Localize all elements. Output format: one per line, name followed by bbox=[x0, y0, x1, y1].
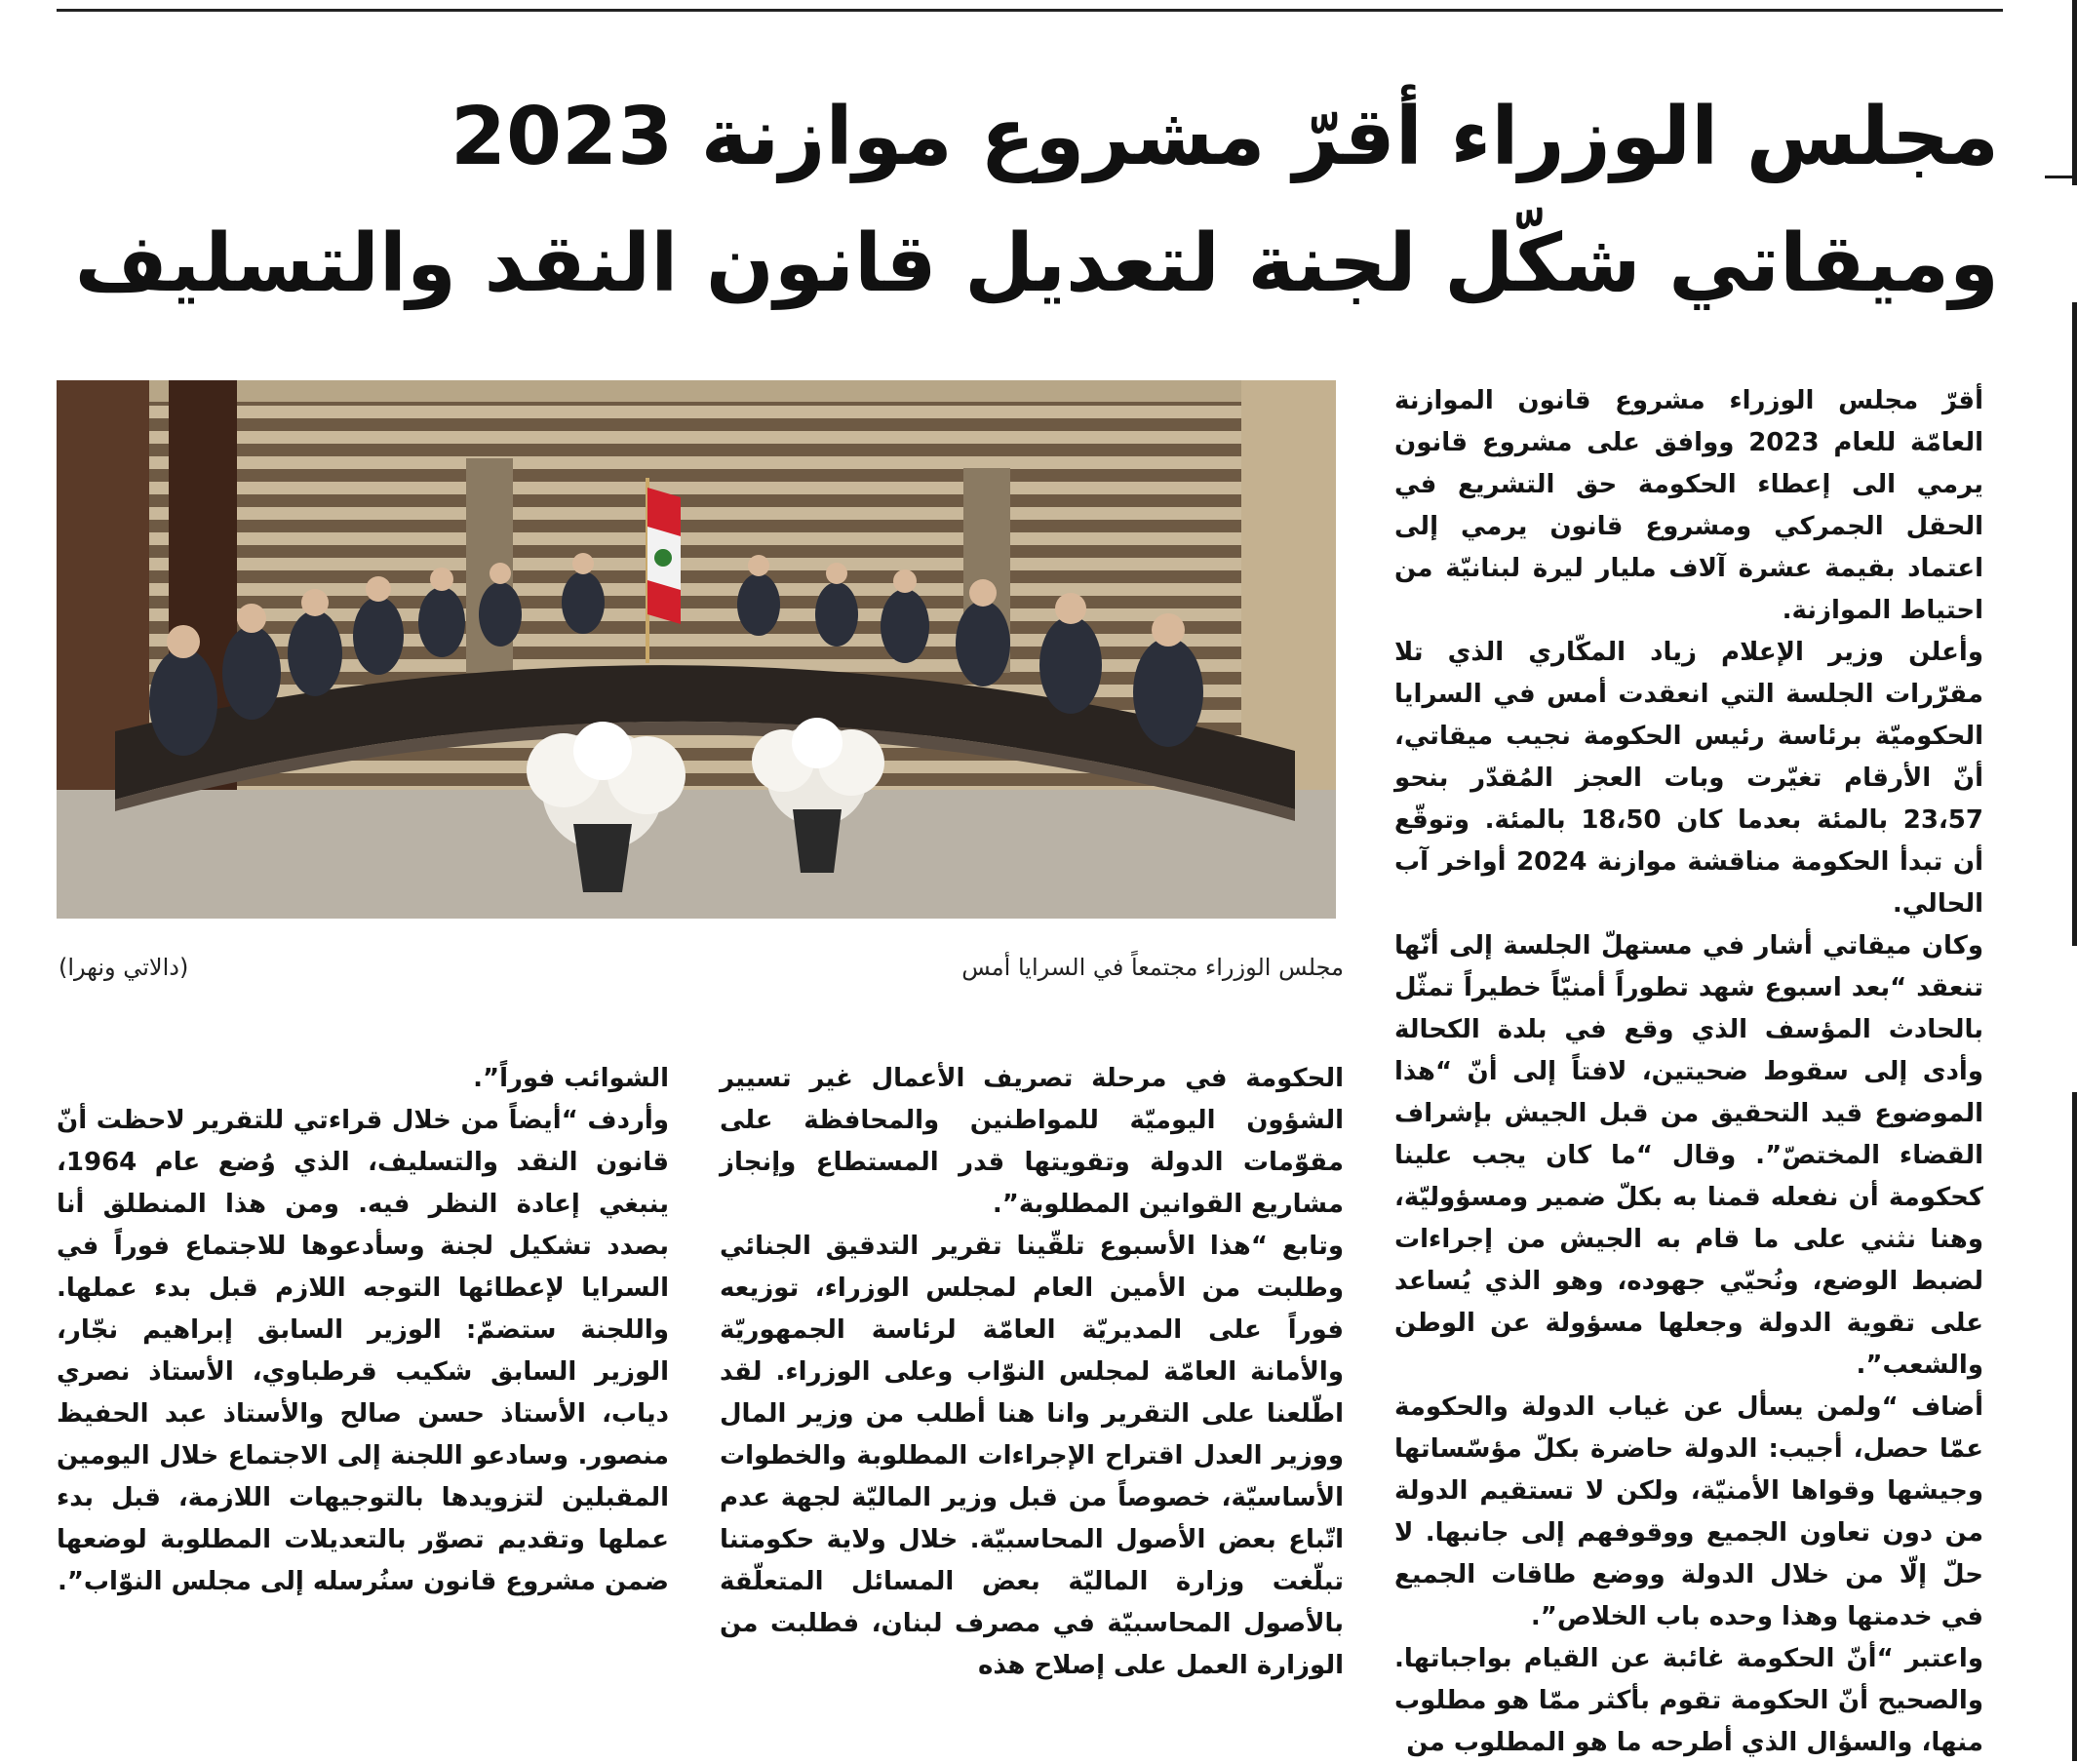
paragraph: أضاف “ولمن يسأل عن غياب الدولة والحكومة عمّا حصل، أجيب: الدولة حاضرة بكلّ مؤسّساتها وجيشها وقواها الأمنيّة، ولكن لا تستقيم الدولة من دون تعاون الجميع ووقوفهم إلى جانبها. لا حلّ إلّا من خلال الدولة ووضع طاقات الجميع في خدمتها وهذا وحده باب الخلاص”. bbox=[1394, 1392, 1983, 1631]
article-column-3 bbox=[57, 1058, 669, 1741]
article-column-1 bbox=[1394, 380, 1983, 1757]
article-column-2 bbox=[720, 1058, 1344, 1741]
paragraph: الشوائب فوراً”. bbox=[473, 1064, 669, 1093]
paragraph: وتابع “هذا الأسبوع تلقّينا تقرير التدقيق الجنائي وطلبت من الأمين العام لمجلس الوزراء، توزيعه فوراً على المديريّة العامّة لرئاسة الجمهوريّة والأمانة العامّة لمجلس النوّاب وعلى الوزراء. لقد اطّلعنا على التقرير وانا هنا أطلب من وزير المال ووزير العدل اقتراح الإجراءات المطلوبة والخطوات الأساسيّة، خصوصاً من قبل وزير الماليّة لجهة عدم اتّباع بعض الأصول المحاسبيّة. خلال ولاية حكومتنا تبلّغت وزارة الماليّة بعض المسائل المتعلّقة بالأصول المحاسبيّة في مصرف لبنان، فطلبت من الوزارة العمل على إصلاح هذه bbox=[720, 1232, 1344, 1680]
photo-credit: (دالاتي ونهرا) bbox=[59, 954, 189, 981]
paragraph: الحكومة في مرحلة تصريف الأعمال غير تسيير الشؤون اليوميّة للمواطنين والمحافظة على مقوّمات الدولة وتقويتها قدر المستطاع وإنجاز مشاريع القوانين المطلوبة”. bbox=[720, 1064, 1344, 1219]
top-rule bbox=[57, 9, 2003, 12]
photo-caption: مجلس الوزراء مجتمعاً في السرايا أمس bbox=[961, 954, 1344, 981]
paragraph: وأردف “أيضاً من خلال قراءتي للتقرير لاحظت أنّ قانون النقد والتسليف، الذي وُضع عام 1964، ينبغي إعادة النظر فيه. ومن هذا المنطلق أنا بصدد تشكيل لجنة وسأدعوها للاجتماع فوراً في السرايا لإعطائها التوجه اللازم قبل بدء عملها. واللجنة ستضمّ: الوزير السابق إبراهيم نجّار، الوزير السابق شكيب قرطباوي، الأستاذ نصري دياب، الأستاذ حسن صالح والأستاذ عبد الحفيظ منصور. وسادعو اللجنة إلى الاجتماع خلال اليومين المقبلين لتزويدها بالتوجيهات اللازمة، قبل بدء عملها وتقديم تصوّر بالتعديلات المطلوبة لوضعها ضمن مشروع قانون سنُرسله إلى مجلس النوّاب”. bbox=[57, 1106, 669, 1596]
page-edge-bar bbox=[2072, 0, 2077, 185]
paragraph: وكان ميقاتي أشار في مستهلّ الجلسة إلى أنّها تنعقد “بعد اسبوع شهد تطوراً أمنيّاً خطيراً تمثّل بالحادث المؤسف الذي وقع في بلدة الكحالة وأدى إلى سقوط ضحيتين، لافتاً إلى أنّ “هذا الموضوع قيد التحقيق من قبل الجيش بإشراف القضاء المختصّ”. وقال “ما كان يجب علينا كحكومة أن نفعله قمنا به بكلّ ضمير ومسؤوليّة، وهنا نثني على ما قام به الجيش من إجراءات لضبط الوضع، ونُحيّي جهوده، وهو الذي يُساعد على تقوية الدولة وجعلها مسؤولة عن الوطن والشعب”. bbox=[1394, 931, 1983, 1380]
headline-line-2: وميقاتي شكّل لجنة لتعديل قانون النقد والتسليف bbox=[74, 217, 1999, 310]
cabinet-meeting-photo bbox=[57, 380, 1336, 919]
paragraph: واعتبر “أنّ الحكومة غائبة عن القيام بواجباتها. والصحيح أنّ الحكومة تقوم بأكثر ممّا هو مطلوب منها، والسؤال الذي أطرحه ما هو المطلوب من bbox=[1394, 1644, 1983, 1757]
paragraph: وأعلن وزير الإعلام زياد المكّاري الذي تلا مقرّرات الجلسة التي انعقدت أمس في السرايا الحكوميّة برئاسة رئيس الحكومة نجيب ميقاتي، أنّ الأرقام تغيّرت وبات العجز المُقدّر بنحو 23،57 بالمئة بعدما كان 18،50 بالمئة. وتوقّع أن تبدأ الحكومة مناقشة موازنة 2024 أواخر آب الحالي. bbox=[1394, 638, 1983, 919]
page-edge-bar bbox=[2072, 1092, 2077, 1761]
page-edge-tick bbox=[2045, 176, 2072, 178]
paragraph: أقرّ مجلس الوزراء مشروع قانون الموازنة العامّة للعام 2023 ووافق على مشروع قانون يرمي الى إعطاء الحكومة حق التشريع في الحقل الجمركي ومشروع قانون يرمي إلى اعتماد بقيمة عشرة آلاف مليار ليرة لبنانيّة من احتياط الموازنة. bbox=[1394, 386, 1983, 625]
headline-line-1: مجلس الوزراء أقرّ مشروع موازنة 2023 bbox=[450, 91, 1999, 183]
page-edge-bar bbox=[2072, 302, 2077, 946]
